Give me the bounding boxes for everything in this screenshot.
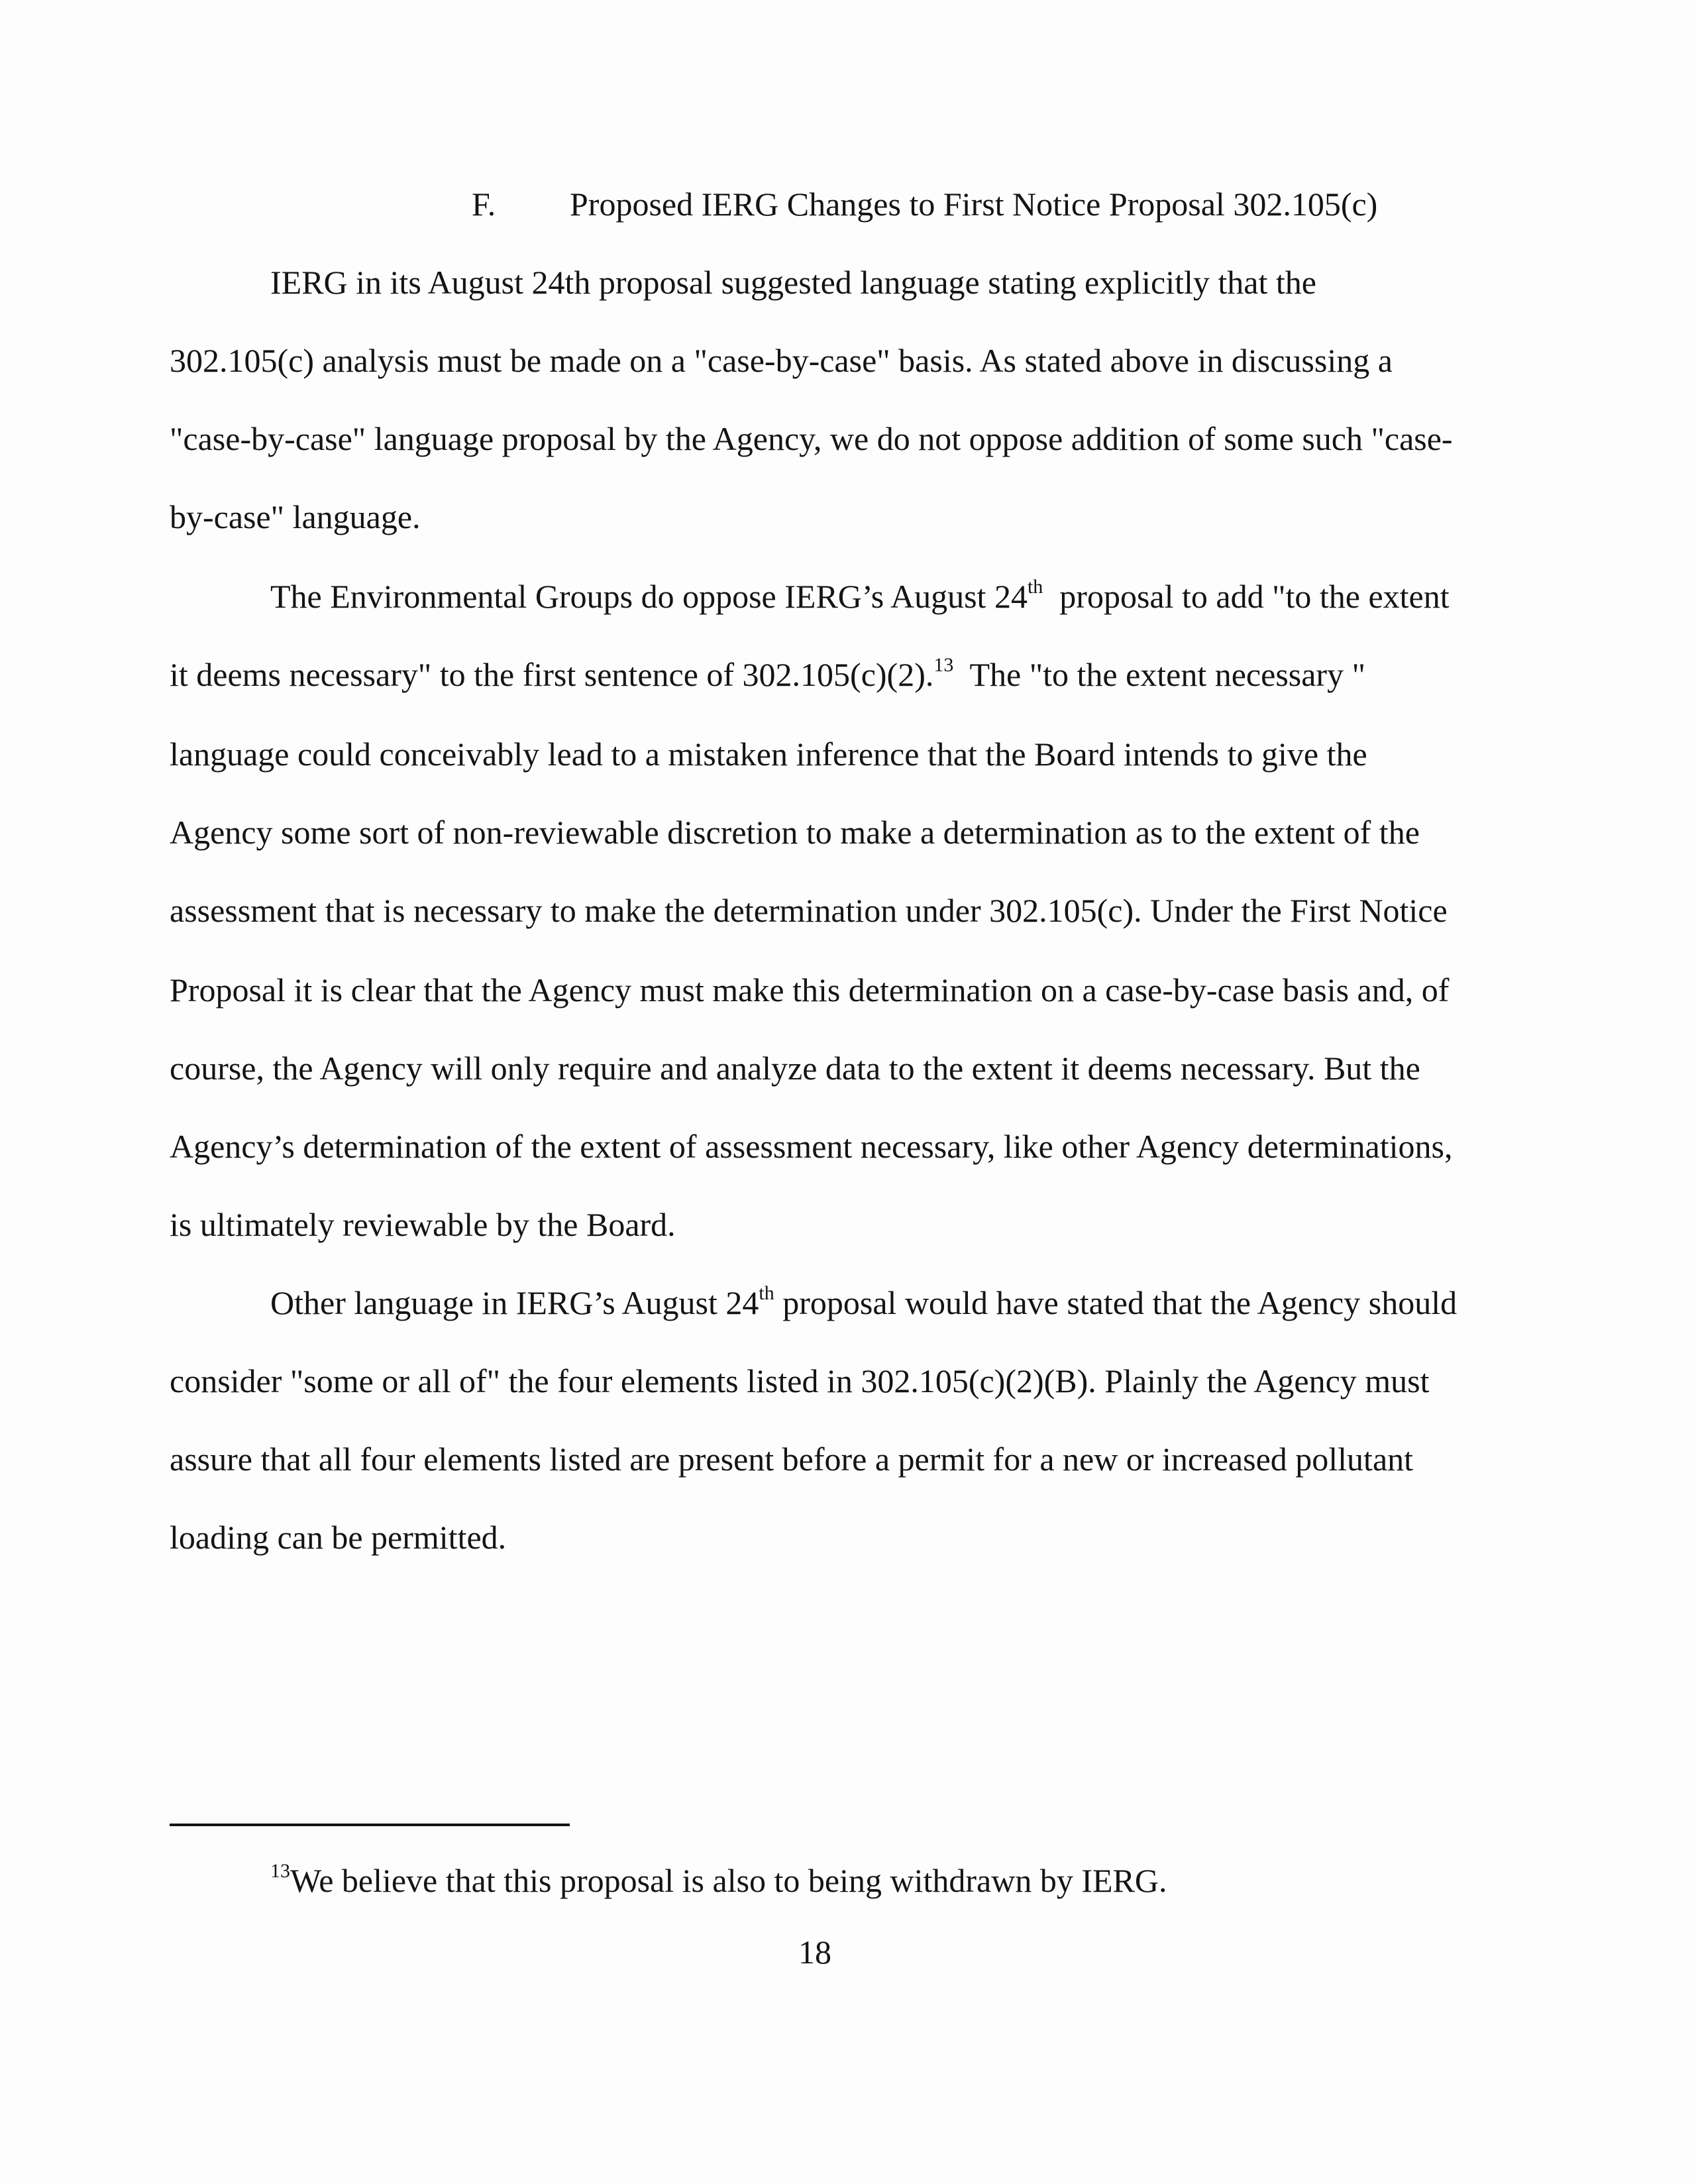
paragraph-2-line	[170, 655, 1365, 694]
paragraph-3-line	[270, 1283, 1457, 1323]
paragraph-3-line: consider "some or all of" the four elements listed in 302.105(c)(2)(B). Plainly the Agency must	[170, 1362, 1430, 1399]
paragraph-1-line: 302.105(c) analysis must be made on a "case-by-case" basis. As stated above in discussing a	[170, 342, 1393, 379]
section-letter: F.	[472, 186, 496, 223]
paragraph-1-line: by-case" language.	[170, 498, 421, 535]
footnote-text: We believe that this proposal is also to being withdrawn by IERG.	[290, 1862, 1167, 1899]
ordinal-suffix: th	[759, 1282, 774, 1305]
paragraph-3-line: loading can be permitted.	[170, 1519, 507, 1556]
paragraph-3-text: proposal would have stated that the Agency should	[774, 1284, 1458, 1321]
paragraph-2-line: course, the Agency will only require and analyze data to the extent it deems necessary. But the	[170, 1050, 1420, 1087]
paragraph-2-line: language could conceivably lead to a mistaken inference that the Board intends to give the	[170, 736, 1367, 773]
section-heading	[472, 184, 1377, 224]
page-number: 18	[798, 1934, 831, 1971]
paragraph-2-line: Proposal it is clear that the Agency must make this determination on a case-by-case basis and, of	[170, 971, 1450, 1009]
paragraph-2-line	[270, 576, 1450, 616]
ordinal-suffix: th	[1027, 576, 1043, 598]
paragraph-3-line: assure that all four elements listed are present before a permit for a new or increased pollutant	[170, 1441, 1414, 1478]
paragraph-1-line: "case-by-case" language proposal by the Agency, we do not oppose addition of some such "case-	[170, 420, 1453, 457]
footnote-divider	[170, 1824, 570, 1826]
paragraph-2-text: The "to the extent necessary "	[953, 656, 1365, 693]
paragraph-2-line: Agency’s determination of the extent of assessment necessary, like other Agency determinations,	[170, 1128, 1453, 1165]
section-title: Proposed IERG Changes to First Notice Proposal 302.105(c)	[570, 186, 1378, 223]
footnote-marker: 13	[270, 1860, 290, 1883]
paragraph-2-line: assessment that is necessary to make the determination under 302.105(c). Under the First Notice	[170, 892, 1448, 929]
paragraph-2-line: is ultimately reviewable by the Board.	[170, 1206, 676, 1243]
paragraph-2-text: proposal to add "to the extent	[1043, 578, 1450, 615]
paragraph-2-line: Agency some sort of non-reviewable discretion to make a determination as to the extent of the	[170, 814, 1420, 851]
paragraph-2-text: The Environmental Groups do oppose IERG’s August 24	[270, 578, 1028, 615]
footnote	[270, 1861, 1167, 1900]
paragraph-1-line: IERG in its August 24th proposal suggested language stating explicitly that the	[270, 264, 1316, 301]
paragraph-3-text: Other language in IERG’s August 24	[270, 1284, 759, 1321]
paragraph-2-text: it deems necessary" to the first sentence of 302.105(c)(2).	[170, 656, 934, 693]
footnote-reference: 13	[933, 654, 954, 677]
